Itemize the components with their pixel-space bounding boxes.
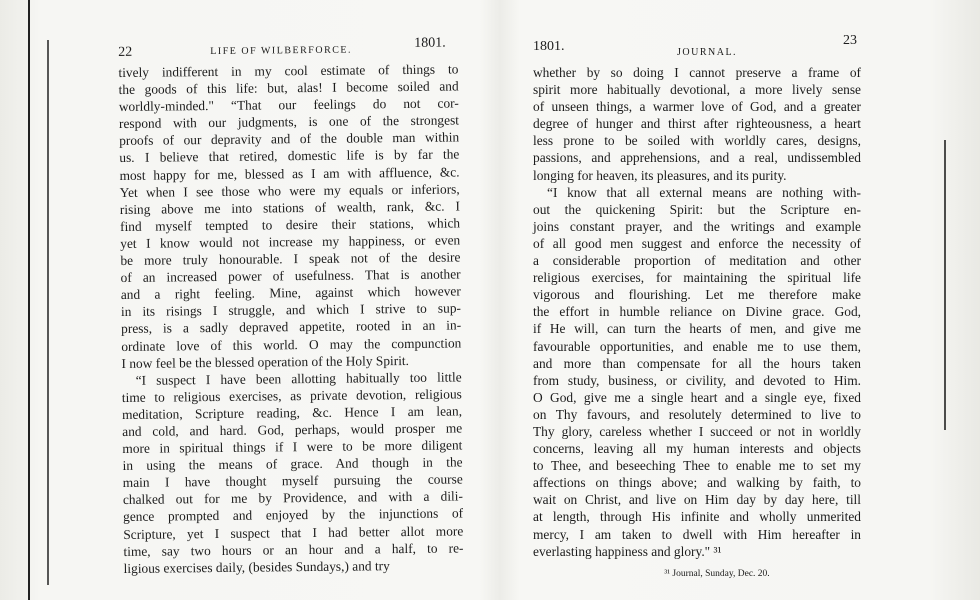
text-line: and a right feeling. Mine, against which however (120, 283, 461, 303)
text-line: less prone to be soiled with worldly cares, designs, (533, 133, 861, 149)
text-line: at length, through His infinite and wholly unmerited (533, 509, 861, 525)
text-line: O God, give me a single heart and a single eye, fixed (533, 389, 861, 405)
text-line: in using the means of grace. And though in the (122, 454, 463, 474)
text-line: if He will, can turn the hearts of men, and give me (533, 321, 861, 337)
year-heading: 1801. (414, 35, 446, 51)
page-number: 22 (118, 44, 133, 60)
text-line: gence prompted and enjoyed by the injunctions of (123, 505, 464, 525)
text-line: a considerable proportion of meditation and other (533, 253, 861, 269)
text-line: in its risings I struggle, and which I strive to sup- (120, 300, 462, 320)
text-line: “I suspect I have been allotting habitually too little (135, 369, 462, 388)
page-number: 23 (843, 33, 857, 48)
right-page-header (533, 30, 861, 58)
text-line: of all good men suggest and enforce the necessity of (533, 235, 861, 251)
text-line: joins constant prayer, and the writings and example (533, 218, 861, 234)
text-line: and cold, and hard. God, perhaps, would prosper me (122, 420, 463, 439)
footnote: ³¹ Journal, Sunday, Dec. 20. (664, 568, 770, 579)
text-line: ordinate love of this world. O may the compunction (121, 334, 462, 354)
text-line: us. I believe that retired, domestic life is by far the (119, 146, 460, 166)
text-line: favourable opportunities, and enable me to use them, (533, 338, 861, 354)
text-line: rising above me into stations of wealth, rank, &c. I (119, 198, 460, 217)
text-line: degree of hunger and thirst after righteousness, a heart (533, 116, 861, 132)
text-line: passions, and apprehensions, and a real, undissembled (533, 150, 861, 166)
left-inner-edge (47, 40, 49, 585)
text-line: wait on Christ, and live on Him day by day here, till (533, 492, 861, 508)
text-line: the goods of this life: but, alas! I become soiled and (118, 78, 459, 98)
text-line: longing for heaven, its pleasures, and its purity. (533, 167, 787, 183)
text-line: out the quickening Spirit: but the Scripture en- (533, 201, 861, 217)
left-page (118, 26, 464, 576)
running-head: JOURNAL. (677, 47, 738, 58)
text-line: Scripture, yet I suspect that I had better allot more (123, 522, 464, 542)
text-line: and more than compensate for all the hours taken (533, 355, 861, 371)
left-page-edge (28, 0, 30, 600)
text-line: find myself tempted to desire their stations, which (119, 215, 461, 234)
text-line: ligious exercises daily, (besides Sundays,) and try (123, 557, 390, 576)
text-line: the effort in humble reliance on Divine grace. God, (533, 304, 861, 320)
running-head: LIFE OF WILBERFORCE. (210, 44, 353, 58)
text-line: worldly-minded." “That our feelings do not cor- (118, 95, 459, 115)
text-line: on Thy favours, and resolutely determined to live to (533, 406, 861, 422)
right-page-text (533, 64, 861, 560)
text-line: be more truly honourable. I speak not of the desire (120, 249, 461, 269)
text-line: everlasting happiness and glory." ³¹ (533, 543, 722, 559)
left-page-header (118, 26, 458, 60)
text-line: from study, business, or civility, and devoted to Him. (533, 372, 861, 388)
text-line: more in spiritual things if I were to be more diligent (122, 437, 463, 457)
text-line: “I know that all external means are nothing with- (547, 184, 861, 200)
text-line: press, is a sadly depraved appetite, rooted in an in- (121, 317, 462, 337)
text-line: Thy glory, careless whether I succeed or not in worldly (533, 423, 861, 439)
text-line: affections on things above; and walking by faith, to (533, 475, 861, 491)
text-line: of an increased power of usefulness. That is another (120, 266, 461, 286)
text-line: of unseen things, a warmer love of God, and a greater (533, 99, 861, 115)
text-line: spirit more habitually devotional, a more lively sense (533, 82, 861, 98)
text-line: vigorous and flourishing. Let me therefore make (533, 287, 861, 303)
text-line: time to religious exercises, as private devotion, religious (121, 386, 462, 405)
text-line: proofs of our depravity and of the double man within (119, 129, 460, 149)
text-line: most happy for me, blessed as I am with affluence, &c. (119, 163, 460, 183)
year-heading: 1801. (533, 39, 565, 54)
right-page (533, 30, 861, 583)
text-line: time, say two hours or an hour and a half, to re- (123, 540, 464, 559)
text-line: concerns, leaving all my human interests and objects (533, 441, 861, 457)
text-line: respond with our judgments, is one of the strongest (118, 112, 460, 132)
text-line: religious exercises, for maintaining the spiritual life (533, 270, 861, 286)
text-line: meditation, Scripture reading, &c. Hence I am lean, (121, 403, 463, 422)
text-line: to Thee, and beseeching Thee to enable me to set my (533, 458, 861, 474)
text-line: main I have thought myself pursuing the course (122, 471, 463, 491)
text-line: yet I know would not increase my happiness, or even (120, 232, 461, 251)
left-page-text (118, 60, 463, 576)
text-line: whether by so doing I cannot preserve a frame of (533, 65, 861, 80)
text-line: chalked out for me by Providence, and with a dili- (122, 488, 463, 508)
text-line: mercy, I am taken to dwell with Him hereafter in (533, 526, 861, 542)
right-page-edge (944, 140, 946, 430)
text-line: Yet when I see those who were my equals or inferiors, (119, 181, 460, 200)
text-line: tively indifferent in my cool estimate of things to (118, 61, 459, 80)
text-line: I now feel be the blessed operation of the Holy Spirit. (121, 352, 410, 371)
